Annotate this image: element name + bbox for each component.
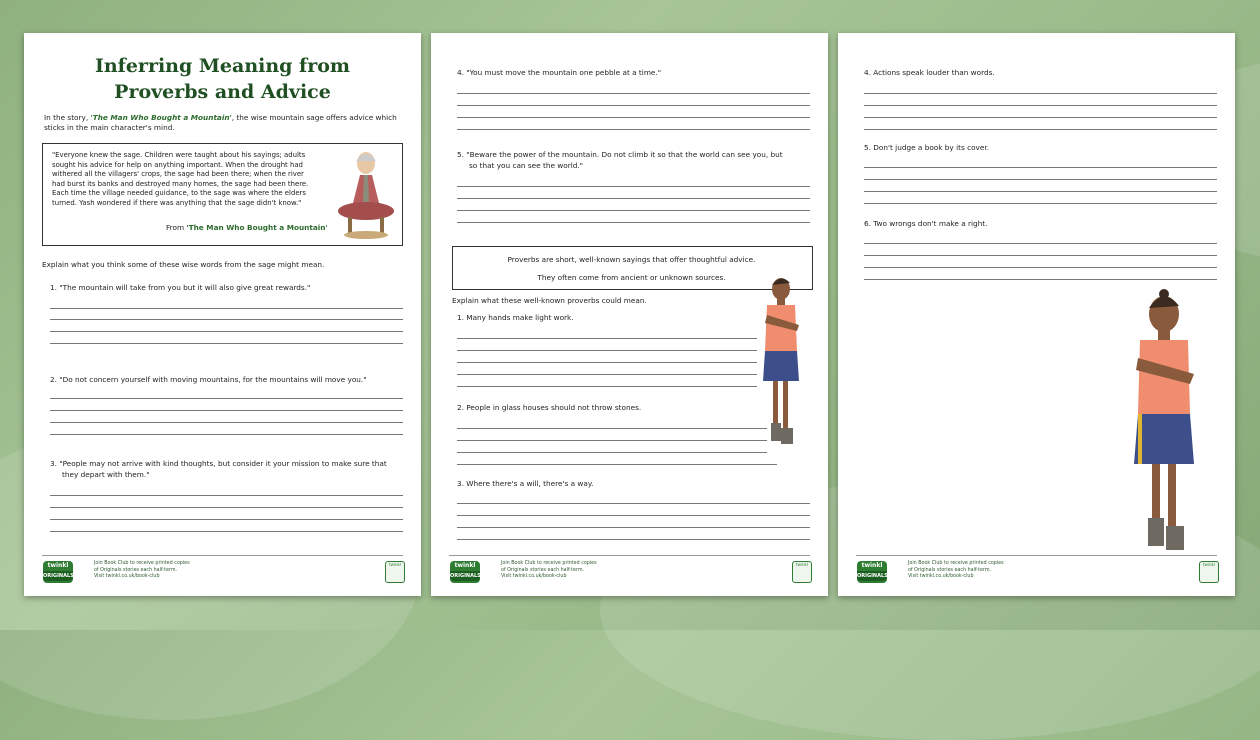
answer-line[interactable] (864, 129, 1217, 130)
definition-text: They often come from ancient or unknown sources. (537, 273, 726, 282)
answer-line[interactable] (864, 105, 1217, 106)
answer-line[interactable] (457, 362, 757, 363)
instruction-text: Explain what you think some of these wise words from the sage might mean. (42, 260, 325, 269)
proverb-2: 2. People in glass houses should not throw stones. (457, 403, 642, 412)
book-title: 'The Man Who Bought a Mountain' (90, 113, 232, 122)
footer-divider (856, 555, 1217, 556)
worksheet-page-3 (838, 33, 1235, 596)
worksheet-page-2 (431, 33, 828, 596)
answer-line[interactable] (864, 117, 1217, 118)
proverb-6: 6. Two wrongs don't make a right. (864, 219, 988, 228)
page-title: Inferring Meaning from (94, 55, 351, 77)
answer-line[interactable] (50, 495, 403, 496)
question-3-cont: they depart with them." (62, 470, 150, 479)
answer-line[interactable] (457, 93, 810, 94)
answer-line[interactable] (864, 279, 1217, 280)
answer-line[interactable] (457, 527, 810, 528)
twinkl-badge-icon: twinkl (385, 561, 405, 583)
answer-line[interactable] (50, 434, 403, 435)
answer-line[interactable] (457, 186, 810, 187)
question-2: 2. "Do not concern yourself with moving mountains, for the mountains will move you." (50, 375, 367, 384)
footer-text: Join Book Club to receive printed copies of Originals stories each half-term. Visit twinkl.co.uk/book-club (501, 561, 597, 579)
answer-line[interactable] (457, 428, 767, 429)
answer-line[interactable] (457, 452, 767, 453)
answer-line[interactable] (50, 422, 403, 423)
answer-line[interactable] (864, 179, 1217, 180)
answer-line[interactable] (457, 222, 810, 223)
instruction-text: Explain what these well-known proverbs could mean. (452, 296, 647, 305)
twinkl-badge-icon: twinkl (792, 561, 812, 583)
girl-illustration (1128, 288, 1208, 553)
twinkl-originals-logo: twinkl ORIGINALS (450, 561, 480, 583)
answer-line[interactable] (864, 191, 1217, 192)
answer-line[interactable] (864, 167, 1217, 168)
intro-text: sticks in the main character's mind. (44, 123, 175, 132)
answer-line[interactable] (50, 398, 403, 399)
answer-line[interactable] (50, 308, 403, 309)
answer-line[interactable] (457, 210, 810, 211)
answer-line[interactable] (864, 203, 1217, 204)
question-1: 1. "The mountain will take from you but it will also give great rewards." (50, 283, 311, 292)
answer-line[interactable] (864, 267, 1217, 268)
answer-line[interactable] (457, 198, 810, 199)
proverb-4: 4. Actions speak louder than words. (864, 68, 995, 77)
answer-line[interactable] (457, 503, 810, 504)
answer-line[interactable] (457, 515, 810, 516)
answer-line[interactable] (50, 519, 403, 520)
answer-line[interactable] (50, 507, 403, 508)
page-title: Proverbs and Advice (114, 81, 331, 103)
twinkl-originals-logo: twinkl ORIGINALS (857, 561, 887, 583)
girl-illustration (759, 273, 809, 453)
twinkl-originals-logo: twinkl ORIGINALS (43, 561, 73, 583)
question-5-cont: so that you can see the world." (469, 161, 584, 170)
answer-line[interactable] (864, 243, 1217, 244)
answer-line[interactable] (50, 343, 403, 344)
answer-line[interactable] (457, 350, 757, 351)
answer-line[interactable] (457, 117, 810, 118)
footer-divider (42, 555, 403, 556)
proverb-5: 5. Don't judge a book by its cover. (864, 143, 990, 152)
answer-line[interactable] (457, 440, 767, 441)
answer-line[interactable] (457, 105, 810, 106)
answer-line[interactable] (50, 331, 403, 332)
answer-line[interactable] (457, 539, 810, 540)
footer-text: Join Book Club to receive printed copies of Originals stories each half-term. Visit twinkl.co.uk/book-club (908, 561, 1004, 579)
question-4: 4. "You must move the mountain one pebble at a time." (457, 68, 662, 77)
story-quote: "Everyone knew the sage. Children were taught about his sayings; adults sought his advice for help on anything important. When the drought had withered all the villagers' crops, the sage had been there; when the river had burst its banks and destroyed many homes, the sage had been there. Each time the village needed guidance, to the sage was where the elders turned. Yash wondered if there was anything that the sage didn't know." (52, 151, 309, 207)
quote-source: From 'The Man Who Bought a Mountain' (166, 223, 328, 232)
question-3: 3. "People may not arrive with kind thoughts, but consider it your mission to make sure that (50, 459, 387, 468)
answer-line[interactable] (457, 464, 777, 465)
answer-line[interactable] (864, 255, 1217, 256)
answer-line[interactable] (864, 93, 1217, 94)
answer-line[interactable] (457, 374, 757, 375)
question-5: 5. "Beware the power of the mountain. Do not climb it so that the world can see you, but (457, 150, 783, 159)
proverb-3: 3. Where there's a will, there's a way. (457, 479, 594, 488)
answer-line[interactable] (457, 338, 757, 339)
answer-line[interactable] (457, 386, 757, 387)
answer-line[interactable] (50, 410, 403, 411)
proverb-1: 1. Many hands make light work. (457, 313, 574, 322)
footer-divider (449, 555, 810, 556)
footer-text: Join Book Club to receive printed copies of Originals stories each half-term. Visit twinkl.co.uk/book-club (94, 561, 190, 579)
answer-line[interactable] (50, 319, 403, 320)
intro-text: In the story, 'The Man Who Bought a Mountain', the wise mountain sage offers advice which (44, 113, 397, 122)
twinkl-badge-icon: twinkl (1199, 561, 1219, 583)
definition-text: Proverbs are short, well-known sayings that offer thoughtful advice. (507, 255, 756, 264)
worksheet-page-1 (24, 33, 421, 596)
sage-illustration (334, 147, 398, 241)
answer-line[interactable] (50, 531, 403, 532)
answer-line[interactable] (457, 129, 810, 130)
